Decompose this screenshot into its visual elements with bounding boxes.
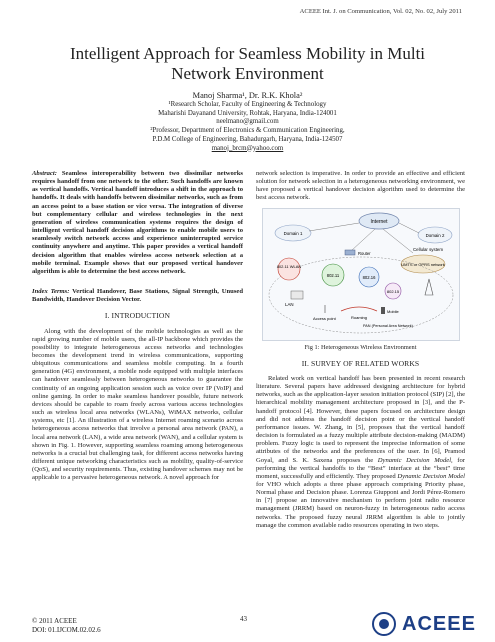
- affiliation-2: ²Professor, Department of Electronics & Communication Engineering,: [150, 127, 345, 135]
- domain-2-label: Domain 2: [425, 232, 444, 238]
- internet-label: Internet: [370, 218, 387, 225]
- author-names: Manoj Sharma¹, Dr. R.K. Khola²: [192, 91, 303, 100]
- introduction-paragraph: Along with the development of the mobile technologies as well as the rapid growing number of mobile users, the all-IP backbone which provides the possibility to integrate heterogeneous access networks and technologies becomes the development trend in wireless communications, supporting ubiquitous communications and seamless mobile computing. In a fourth generation (4G) environment, a mobile node equipped with multiple interfaces can handover seamlessly between heterogeneous networks to guarantee the continuity of an ongoing application session such as voice over IP (VoIP) and online gaming. In order to make seamless handover possible, future network devices should be capable to roam freely across various access technologies such as wireless local area networks (WLANs), WiMAX networks, cellular systems, etc [1]. An illustration of a wireless Internet roaming scenario across heterogeneous access networks that involve a personal area network (PAN), a local area network (LAN), a wide area network (WAN), and a cellular system is shown in Fig. 1. However, supporting seamless roaming among heterogeneous networks is a crucial but challenging task, for different access networks having different unique networking characteristics such as mobility, quality-of-service (QoS), and security requirements. Thus, existing handover schemes may not be applicable to a pervasive heterogeneous network. A novel approach for: [32, 327, 243, 482]
- survey-emphasis-1: Dynamic Decision Model,: [377, 456, 453, 464]
- index-terms-text: Vertical Handover, Base Stations, Signal Strength, Unused Bandwidth, Handover Decision Vector.: [32, 288, 243, 304]
- roaming-arrow-icon: [341, 307, 377, 311]
- domain-1-label: Domain 1: [283, 230, 302, 236]
- router-icon: [345, 250, 355, 255]
- logo-text: ACEEE: [402, 613, 476, 635]
- abstract-text: Seamless interoperability between two dissimilar networks requires handoff from one network to the other. Such handoffs are known as vertical handoffs. Vertical handoff introduces a shift in the approach to handoffs. It deals with handoffs between dissimilar networks, such as from an access point to a base station or vice versa. The integration of diverse but complementary cellular and wireless technologies in the next generation of wireless communication systems requires the design of intelligent vertical handoff decision algorithms to enable mobile users to seamlessly switch network access and experience uninterrupted service continuity anywhere and anytime. This paper provides a vertical handoff decision algorithm that enables wireless access network selection at a mobile terminal. Example shows that our proposed vertical handover algorithm is able to determine the best access network.: [32, 170, 243, 275]
- mobile-phone-icon: [381, 307, 385, 314]
- paper-title: Intelligent Approach for Seamless Mobility in Multi Network Environment: [69, 44, 426, 83]
- lan-computer-icon: [291, 291, 303, 299]
- footer-left: [32, 617, 101, 635]
- cellular-label: Cellular system: [412, 246, 443, 252]
- email-2: manoj_brcm@yahoo.com: [211, 144, 284, 152]
- survey-text-3: for VHO which adopts a three phase approach comprising Priority phase, Normal phase and Decision phase. Lorenza Giupponi and Jordi Pérez-Romero in [7] propose an innovative mechanism to perform joint radio resource management (JRRM) based on neuron-fuzzy in heterogeneous radio access networks. The proposed fuzzy neural JRRM algorithm is able to jointly manage the common available radio resources operating in two steps.: [256, 480, 465, 529]
- left-column: [32, 170, 243, 482]
- affiliation-2-address: P.D.M College of Engineering, Bahadurgarh, Haryana, India-124507: [152, 135, 343, 143]
- abstract-label: Abstract:: [32, 170, 57, 177]
- page-number: 43: [240, 615, 247, 623]
- network-diagram: [263, 209, 459, 340]
- right-column: [256, 170, 465, 530]
- survey-paragraph: [256, 375, 465, 530]
- index-terms-label: Index Terms:: [32, 288, 70, 296]
- section-heading-introduction: I. INTRODUCTION: [104, 311, 171, 321]
- section-heading-survey: II. SURVEY OF RELATED WORKS: [301, 358, 420, 368]
- figure-caption: Fig 1: Heterogeneous Wireless Environment: [304, 343, 417, 351]
- access-point-label: Access point: [312, 315, 336, 321]
- link-line: [309, 223, 359, 231]
- email-1: neelmano@gmail.com: [216, 118, 279, 126]
- journal-header: ACEEE Int. J. on Communication, Vol. 02, No. 02, July 2011: [299, 8, 462, 15]
- wlan-a-label: 802.11 WLAN: [276, 263, 301, 269]
- figure-heterogeneous-network: [262, 208, 460, 341]
- link-line: [383, 229, 413, 253]
- lan-label: LAN: [284, 301, 294, 307]
- survey-text-2: for performing the vertical handoffs to the “Best” interface at the “best” time moment, successfully and efficiently. They proposed: [256, 456, 465, 480]
- wlan-cell-red: [278, 258, 300, 280]
- link-line: [399, 223, 419, 233]
- roaming-label: Roaming: [350, 314, 367, 320]
- affiliation-1: ¹Research Scholar, Faculty of Engineering & Technology: [168, 101, 327, 108]
- link-line: [351, 229, 375, 251]
- mobile-label: Mobile: [386, 308, 399, 314]
- index-terms: [32, 288, 243, 304]
- pan-cell-label: 802.15: [386, 288, 399, 294]
- continued-paragraph: network selection is imperative. In order to provide an effective and efficient solution for network selection in a heterogeneous networking environment, we have proposed a vertical handover decision algorithm used to determine the best access network.: [256, 170, 465, 202]
- doi: DOI: 01.IJCOM.02.02.6: [32, 626, 101, 634]
- affiliation-1-address: Maharishi Dayanand University, Rohtak, Haryana, India-124001: [158, 109, 337, 117]
- cell-tower-icon: [425, 279, 433, 295]
- wan-label: 802.16: [362, 274, 375, 280]
- umts-label: UMTS or GPRS network: [400, 261, 445, 267]
- wlan-b-label: 802.11: [326, 272, 339, 278]
- pan-label: PAN (Personal Area Network): [362, 323, 413, 328]
- author-block: [60, 91, 435, 153]
- router-label: Router: [357, 250, 371, 256]
- copyright: © 2011 ACEEE: [32, 617, 77, 625]
- aceee-logo: [370, 611, 476, 637]
- abstract: [32, 170, 243, 276]
- survey-text-1: Related work on vertical handoff has been presented in recent research literature. Several papers have addressed designing architecture for hybrid networks, such as the application-layer session initiation protocol (SIP) [2], the hierarchical mobility management architecture proposed in [3], and the P-handoff protocol [4]. However, these papers focused on architecture design and did not address the handoff decision point or the vertical handoff performance issues. W. Zhang, in [5], proposes that the vertical handoff decision is formulated as a fuzzy multiple attribute decision-making (MADM) problem. Fuzzy logic is used to represent the imprecise information of some attributes of the networks and the preferences of the user. In [6], Pramod Goyal, and S. K. Saxena proposes the: [256, 374, 465, 464]
- logo-emblem-icon: [370, 611, 400, 637]
- survey-emphasis-2: Dynamic Decision Model: [397, 472, 465, 480]
